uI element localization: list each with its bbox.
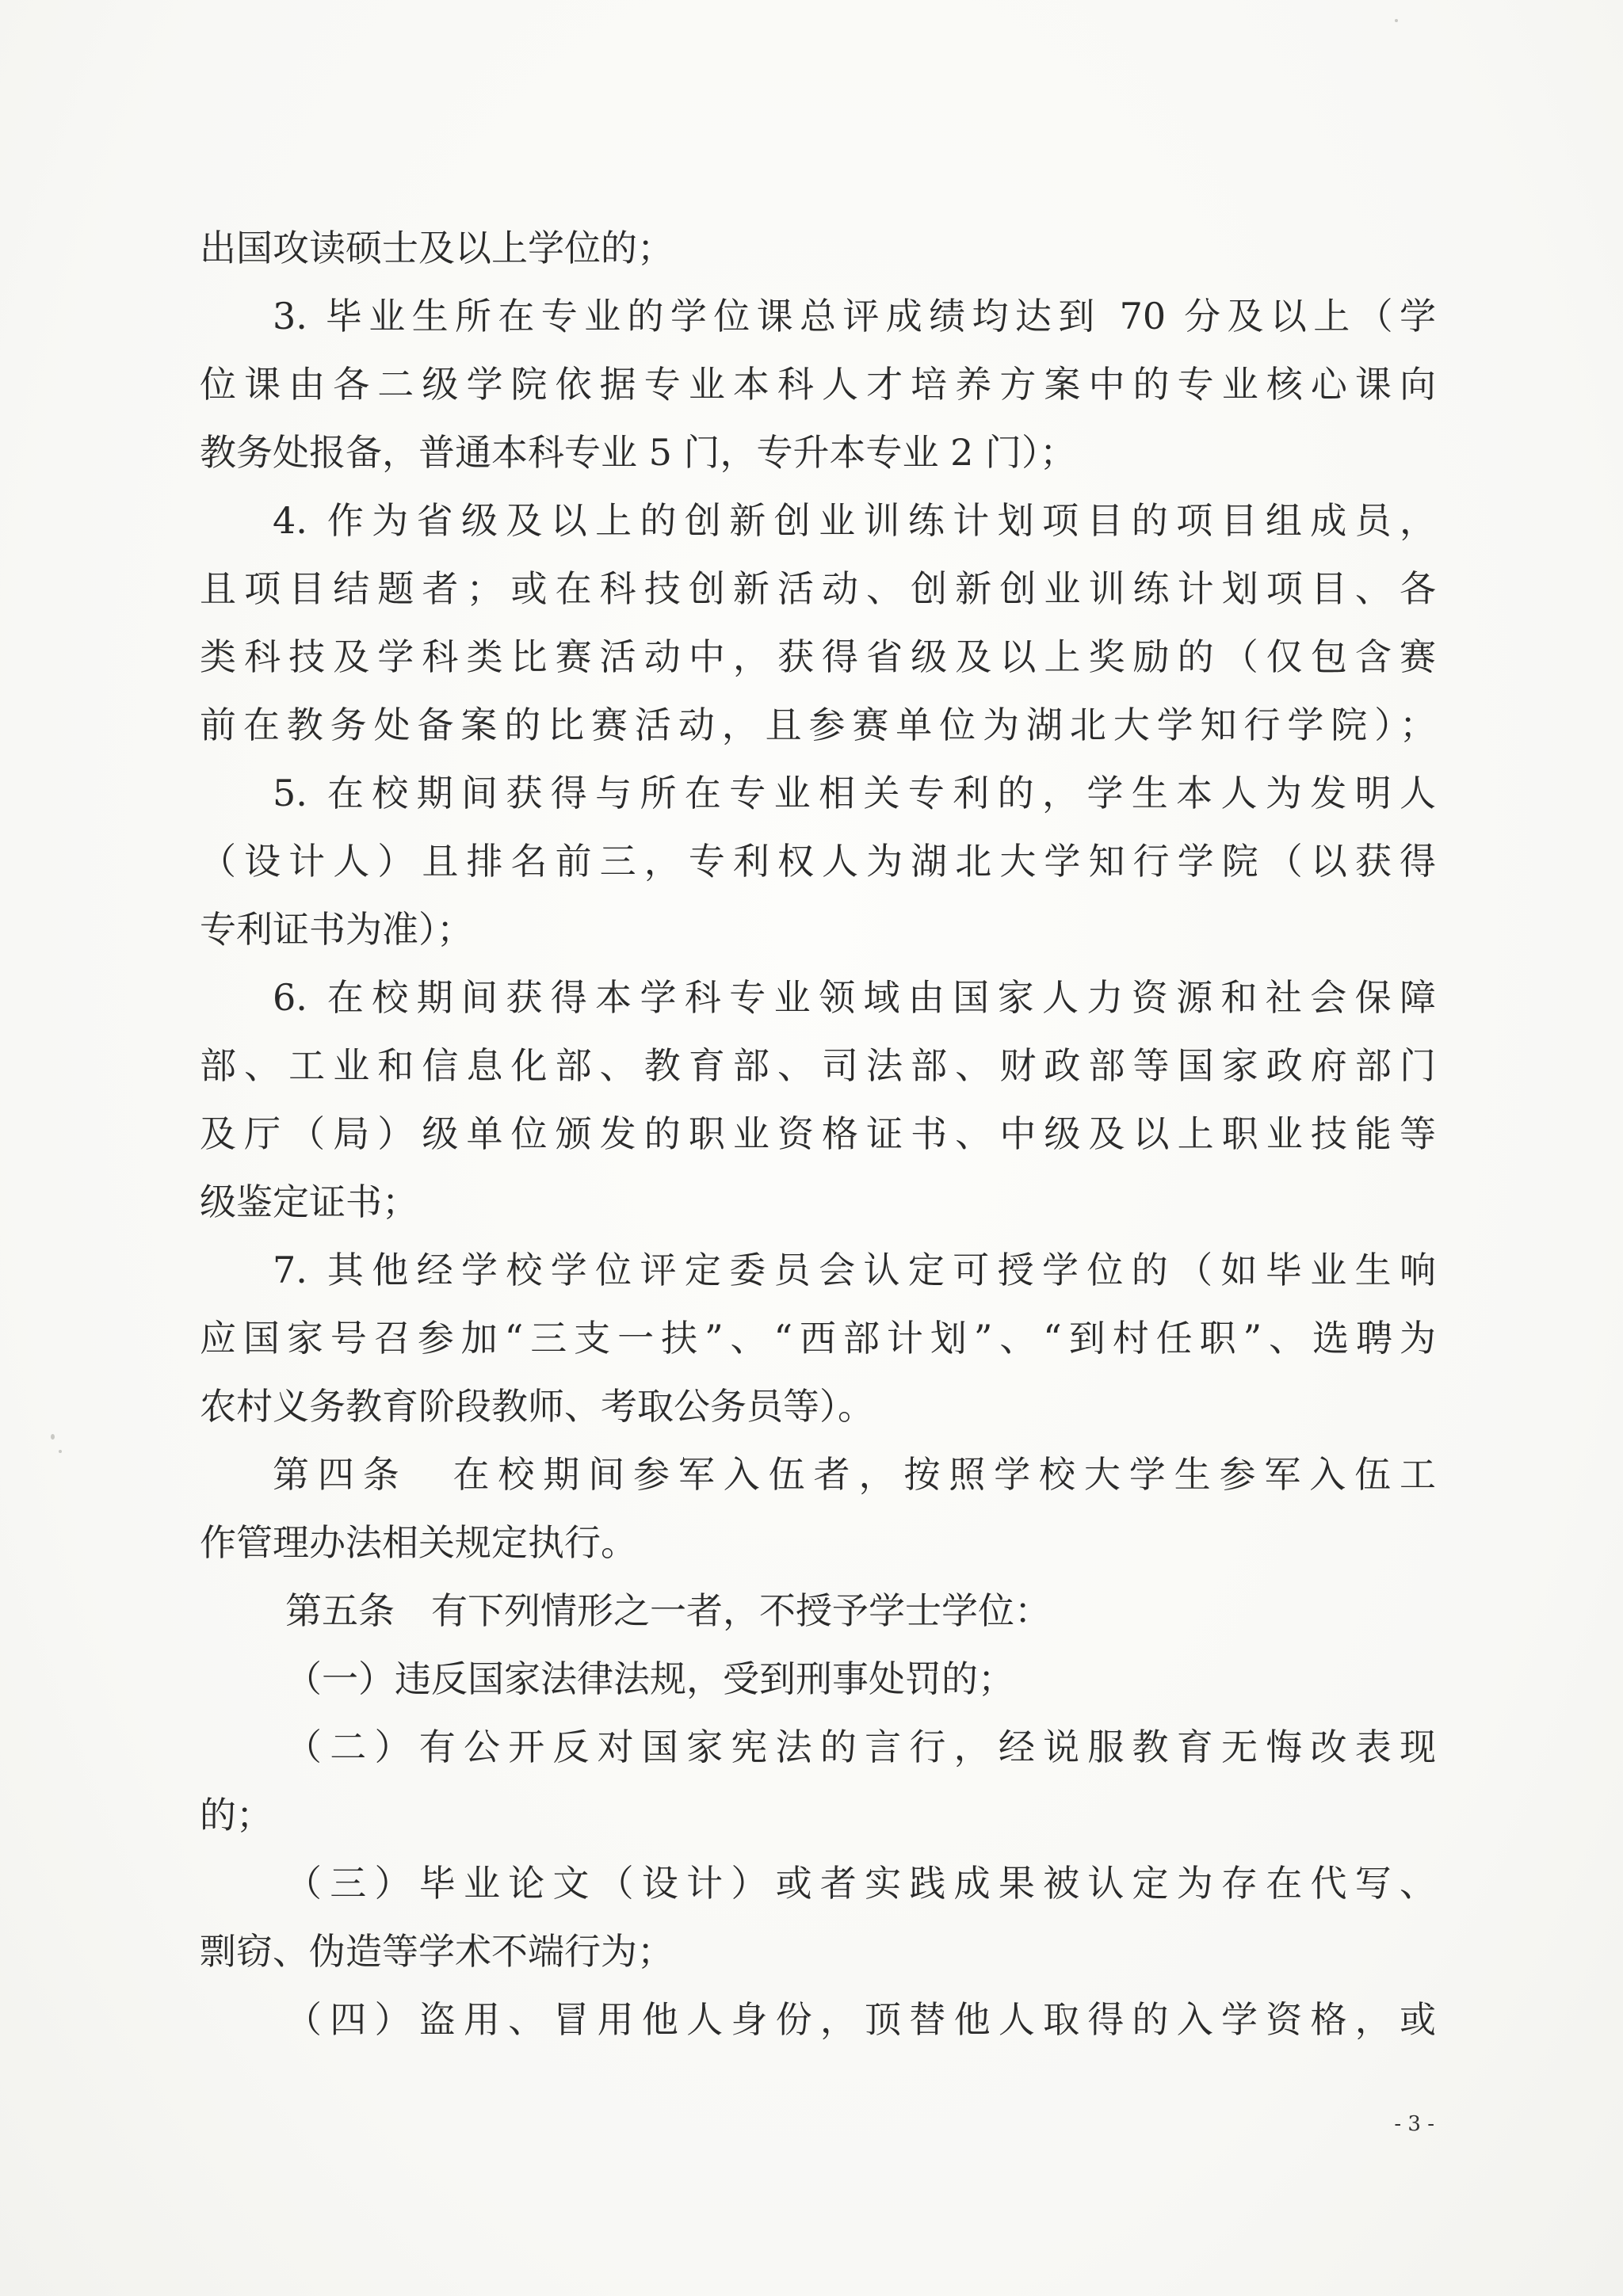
text-line: 出国攻读硕士及以上学位的； (200, 227, 674, 269)
text-line: 应国家号召参加“三支一扶”、“西部计划”、“到村任职”、选聘为 (200, 1317, 1436, 1360)
text-line: 类科技及学科类比赛活动中，获得省级及以上奖励的（仅包含赛 (200, 635, 1436, 678)
text-line: 剽窃、伪造等学术不端行为； (200, 1930, 674, 1973)
text-line: 部、工业和信息化部、教育部、司法部、财政部等国家政府部门 (200, 1044, 1436, 1087)
text-line: 6. 在校期间获得本学科专业领域由国家人力资源和社会保障 (273, 976, 1436, 1019)
text-line: 教务处报备，普通本科专业 5 门，专升本专业 2 门）； (200, 431, 1077, 474)
scan-speck (51, 1434, 55, 1440)
document-body (200, 214, 1436, 2054)
clause-line: （一）违反国家法律法规，受到刑事处罚的； (285, 1657, 1014, 1700)
article-four-line: 第四条 在校期间参军入伍者，按照学校大学生参军入伍工 (273, 1453, 1436, 1496)
text-line: 专利证书为准）； (200, 908, 473, 951)
text-line: 及厅（局）级单位颁发的职业资格证书、中级及以上职业技能等 (200, 1112, 1436, 1155)
text-line: 的； (200, 1794, 273, 1836)
text-line: 作管理办法相关规定执行。 (200, 1521, 637, 1564)
text-line: 前在教务处备案的比赛活动，且参赛单位为湖北大学知行学院）； (200, 704, 1436, 746)
text-line: 5. 在校期间获得与所在专业相关专利的，学生本人为发明人 (273, 772, 1436, 814)
scan-speck (59, 1450, 62, 1453)
text-line: 且项目结题者；或在科技创新活动、创新创业训练计划项目、各 (200, 567, 1436, 610)
clause-line: （二）有公开反对国家宪法的言行，经说服教育无悔改表现 (285, 1726, 1436, 1768)
text-line: 7. 其他经学校学位评定委员会认定可授学位的（如毕业生响 (273, 1249, 1436, 1291)
text-line: 4. 作为省级及以上的创新创业训练计划项目的项目组成员， (273, 499, 1436, 542)
scan-speck (1395, 19, 1398, 22)
text-line: （设计人）且排名前三，专利权人为湖北大学知行学院（以获得 (200, 840, 1436, 883)
text-line: 级鉴定证书； (200, 1180, 418, 1223)
clause-line: （四）盗用、冒用他人身份，顶替他人取得的入学资格，或 (285, 1998, 1436, 2041)
article-five-heading: 第五条 有下列情形之一者，不授予学士学位： (285, 1589, 1051, 1632)
text-line: 3. 毕业生所在专业的学位课总评成绩均达到 70 分及以上（学 (273, 295, 1436, 338)
text-line: 农村义务教育阶段教师、考取公务员等）。 (200, 1385, 874, 1428)
page-number: - 3 - (1394, 2112, 1434, 2136)
clause-line: （三）毕业论文（设计）或者实践成果被认定为存在代写、 (285, 1862, 1436, 1905)
text-line: 位课由各二级学院依据专业本科人才培养方案中的专业核心课向 (200, 363, 1436, 406)
